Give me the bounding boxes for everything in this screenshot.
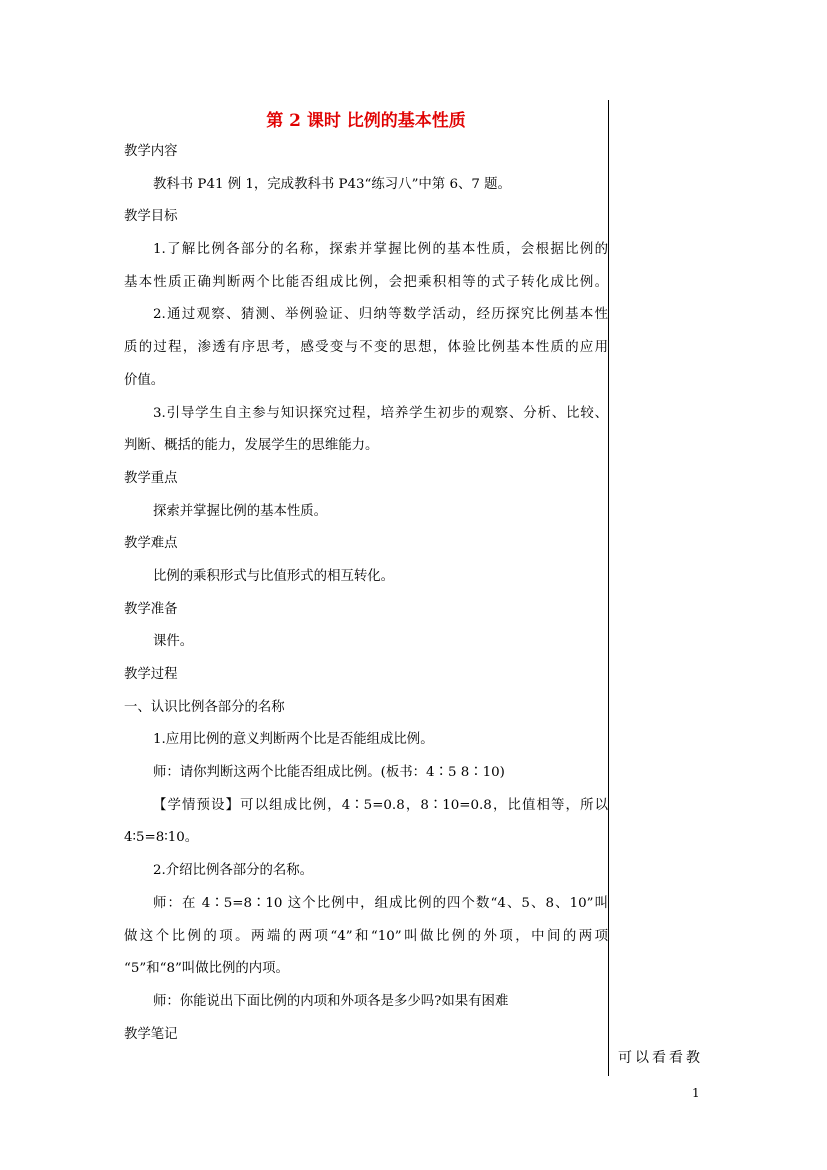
paragraph-line: 师：你能说出下面比例的内项和外项各是多少吗?如果有困难: [153, 993, 509, 1009]
paragraph-line: 做这个比例的项。两端的两项“4”和“10”叫做比例的外项，中间的两项: [124, 928, 608, 944]
paragraph-line: 探索并掌握比例的基本性质。: [153, 503, 328, 519]
section-heading-key-points: 教学重点: [124, 470, 178, 486]
paragraph-line: 3.引导学生自主参与知识探究过程，培养学生初步的观察、分析、比较、: [153, 405, 608, 421]
section-heading-preparation: 教学准备: [124, 601, 178, 617]
paragraph-line: “5”和“8”叫做比例的内项。: [124, 961, 289, 977]
section-heading-process: 教学过程: [124, 667, 178, 682]
paragraph-line: 4∶5=8∶10。: [124, 830, 199, 846]
section-heading-difficulties: 教学难点: [124, 536, 178, 552]
page-number: 1: [692, 1086, 700, 1100]
paragraph-line: 课件。: [153, 634, 194, 650]
paragraph-line: 【学情预设】可以组成比例，4∶5=0.8，8∶10=0.8，比值相等，所以: [153, 797, 608, 813]
section-heading-notes: 教学笔记: [124, 1026, 178, 1042]
paragraph-line: 2.介绍比例各部分的名称。: [153, 863, 314, 879]
paragraph-line: 1.应用比例的意义判断两个比是否能组成比例。: [153, 732, 434, 748]
lesson-title: 第 2 课时 比例的基本性质: [266, 111, 466, 131]
paragraph-line: 比例的乘积形式与比值形式的相互转化。: [153, 568, 395, 584]
paragraph-line: 师：在 4∶5=8∶10 这个比例中，组成比例的四个数“4、5、8、10”叫: [153, 895, 608, 911]
paragraph-line: 1.了解比例各部分的名称，探索并掌握比例的基本性质，会根据比例的: [153, 242, 608, 258]
paragraph-line: 2.通过观察、猜测、举例验证、归纳等数学活动，经历探究比例基本性: [153, 307, 608, 323]
main-text-column: [124, 106, 608, 1051]
section-heading-goals: 教学目标: [124, 209, 178, 225]
section-heading-content: 教学内容: [124, 144, 178, 159]
subsection-heading: 一、认识比例各部分的名称: [124, 699, 285, 715]
paragraph-line: 判断、概括的能力，发展学生的思维能力。: [124, 438, 379, 454]
margin-note: 可以看看教: [618, 1050, 703, 1066]
paragraph-line: 基本性质正确判断两个比能否组成比例，会把乘积相等的式子转化成比例。: [124, 274, 608, 290]
paragraph-line: 价值。: [124, 372, 165, 388]
paragraph-line: 师：请你判断这两个比能否组成比例。(板书：4∶5 8∶10): [153, 765, 505, 781]
paragraph-line: 质的过程，渗透有序思考，感受变与不变的思想，体验比例基本性质的应用: [124, 340, 608, 356]
margin-divider: [608, 100, 609, 1076]
paragraph-line: 教科书 P41 例 1，完成教科书 P43“练习八”中第 6、7 题。: [153, 176, 511, 192]
